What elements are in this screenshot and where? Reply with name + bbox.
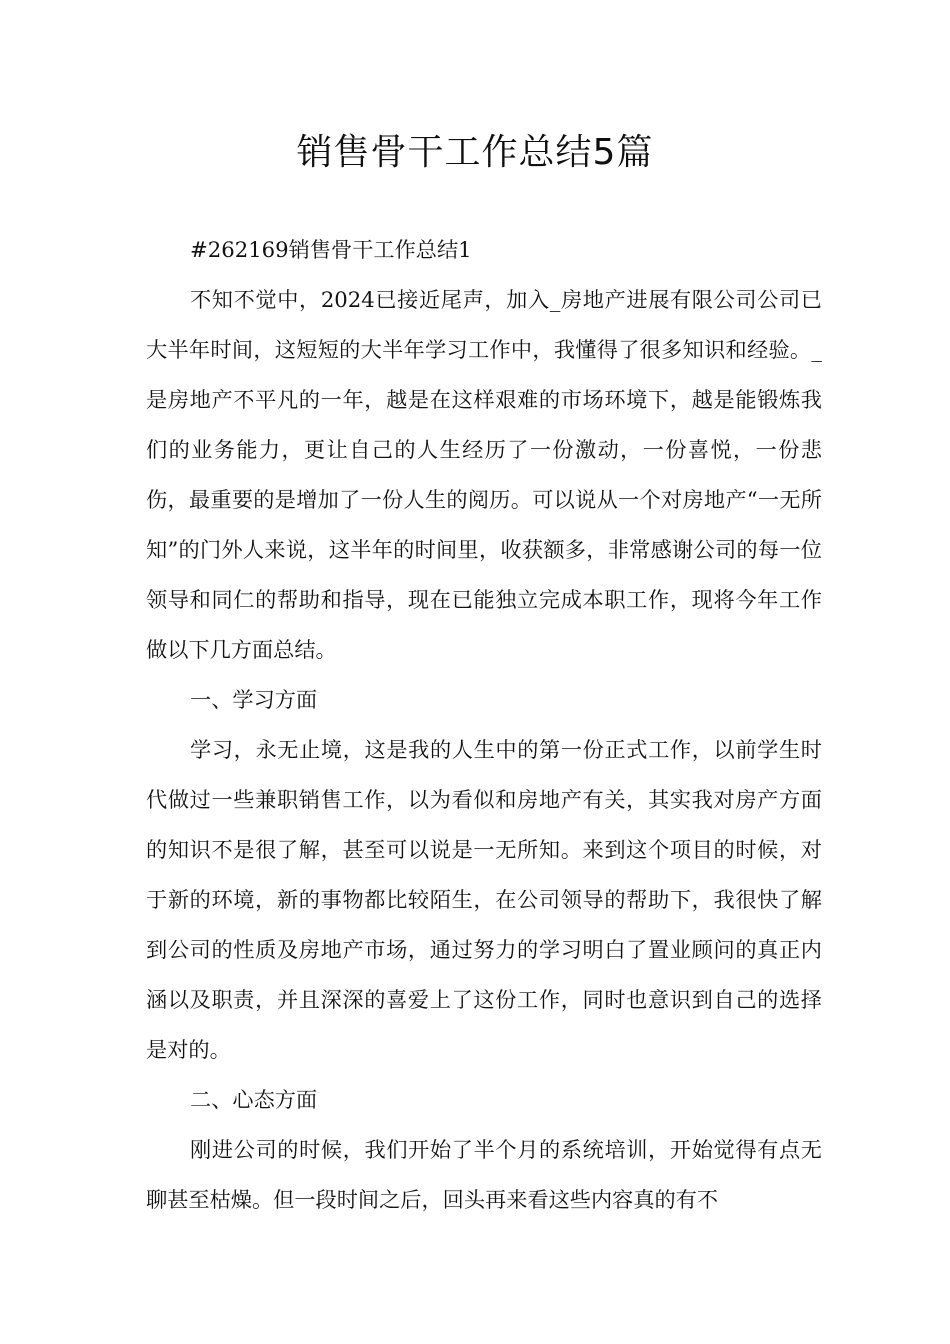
document-title: 销售骨干工作总结5篇: [296, 132, 654, 173]
document-body: [146, 225, 822, 1225]
paragraph-mindset: 刚进公司的时候，我们开始了半个月的系统培训，开始觉得有点无聊甚至枯燥。但一段时间之后，回头再来看这些内容真的有不: [146, 1137, 822, 1212]
section-heading: #262169销售骨干工作总结1: [190, 237, 472, 262]
paragraph-intro: 不知不觉中，2024已接近尾声，加入_房地产进展有限公司公司已大半年时间，这短短的大半年学习工作中，我懂得了很多知识和经验。_是房地产不平凡的一年，越是在这样艰难的市场环境下，越是能锻炼我们的业务能力，更让自己的人生经历了一份激动，一份喜悦，一份悲伤，最重要的是增加了一份人生的阅历。可以说从一个对房地产“一无所知”的门外人来说，这半年的时间里，收获额多，非常感谢公司的每一位领导和同仁的帮助和指导，现在已能独立完成本职工作，现将今年工作做以下几方面总结。: [146, 287, 822, 662]
paragraph-learning: 学习，永无止境，这是我的人生中的第一份正式工作，以前学生时代做过一些兼职销售工作，以为看似和房地产有关，其实我对房产方面的知识不是很了解，甚至可以说是一无所知。来到这个项目的时候，对于新的环境，新的事物都比较陌生，在公司领导的帮助下，我很快了解到公司的性质及房地产市场，通过努力的学习明白了置业顾问的真正内涵以及职责，并且深深的喜爱上了这份工作，同时也意识到自己的选择是对的。: [146, 737, 822, 1062]
heading-mindset: 二、心态方面: [190, 1087, 318, 1112]
heading-learning: 一、学习方面: [190, 687, 318, 712]
